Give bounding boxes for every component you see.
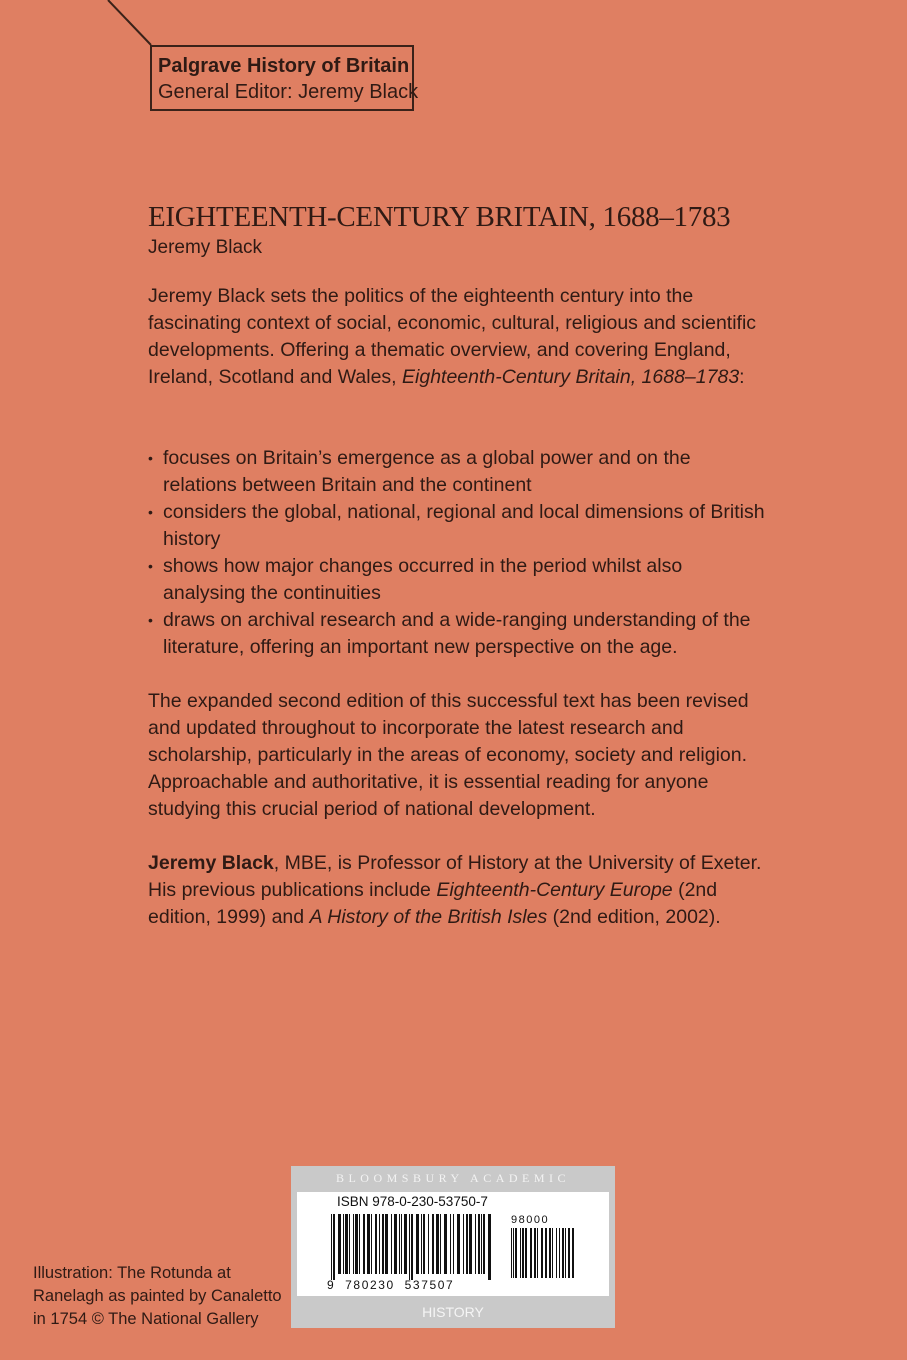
price-code: 98000 <box>511 1214 550 1226</box>
bio-text: , MBE, is Professor of History at the University of Exeter. His previous publications include <box>148 852 762 901</box>
intro-colon: : <box>739 366 745 388</box>
isbn-panel <box>291 1166 615 1328</box>
bio-book-title: A History of the British Isles <box>309 906 548 928</box>
illustration-credit: Illustration: The Rotunda at Ranelagh as painted by Canaletto in 1754 © The National Gallery <box>33 1264 282 1328</box>
isbn-number: ISBN 978-0-230-53750-7 <box>337 1194 488 1209</box>
bio-text: (2nd edition, 2002). <box>547 906 721 928</box>
bio-text: (2nd edition, 1999) and <box>148 879 718 928</box>
list-item: • considers the global, national, regional and local dimensions of British history <box>148 499 768 553</box>
series-connector-line <box>0 0 160 50</box>
list-item: • focuses on Britain’s emergence as a global power and on the relations between Britain and the continent <box>148 445 768 499</box>
list-item: • draws on archival research and a wide-ranging understanding of the literature, offering an important new perspective on the age. <box>148 607 768 661</box>
publisher-name: BLOOMSBURY ACADEMIC <box>335 1171 571 1185</box>
series-name: Palgrave History of Britain <box>158 55 410 77</box>
series-box <box>150 45 419 111</box>
author-bio <box>148 850 768 931</box>
feature-list <box>148 445 768 661</box>
category-label: HISTORY <box>422 1304 484 1320</box>
bio-book-title: Eighteenth-Century Europe <box>436 879 673 901</box>
intro-text: Jeremy Black sets the politics of the eighteenth century into the fascinating context of social, economic, cultural, religious and scientific developments. Offering a thematic overview, and covering England, Ireland, Scotland and Wales, <box>148 285 757 388</box>
edition-paragraph: The expanded second edition of this successful text has been revised and updated throughout to incorporate the latest research and scholarship, particularly in the areas of economy, society and religion. Approachable and authoritative, it is essential reading for anyone studying this crucial period of national development. <box>148 690 749 820</box>
series-editor: General Editor: Jeremy Black <box>158 81 419 103</box>
book-title: EIGHTEENTH-CENTURY BRITAIN, 1688–1783 <box>148 201 731 233</box>
book-author: Jeremy Black <box>148 237 263 258</box>
barcode-digits: 9 780230 537507 <box>327 1278 455 1292</box>
barcode-box <box>297 1192 609 1296</box>
bio-author-name: Jeremy Black <box>148 852 274 874</box>
intro-book-title: Eighteenth-Century Britain, 1688–1783 <box>402 366 740 388</box>
list-item: • shows how major changes occurred in the period whilst also analysing the continuities <box>148 553 768 607</box>
intro-paragraph <box>148 283 768 391</box>
